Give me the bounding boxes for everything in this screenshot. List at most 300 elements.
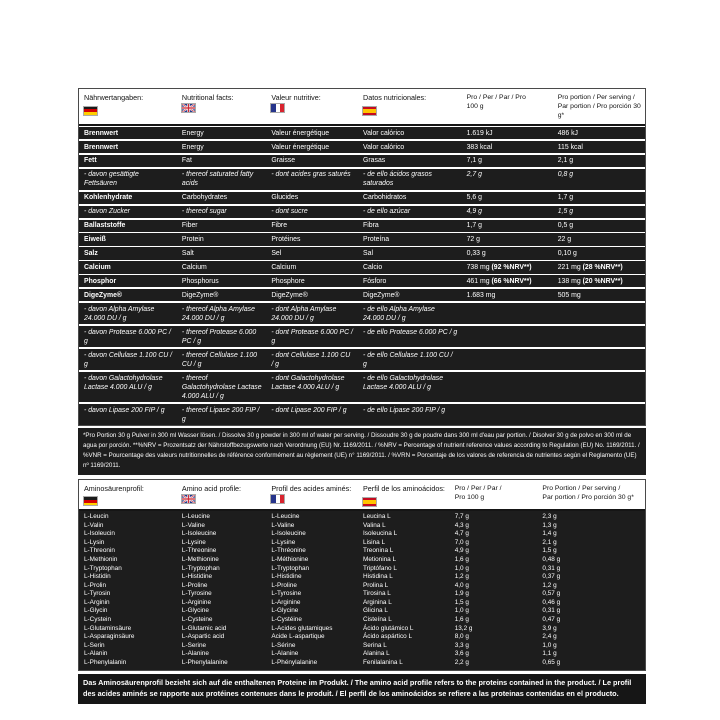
cell-de: - davon gesättigte Fettsäuren	[84, 171, 139, 188]
header-lang-gb	[177, 92, 266, 122]
cell-v100	[450, 547, 538, 556]
amino-row	[79, 625, 645, 634]
cell-fr: - dont Alpha Amylase 24.000 DU / g	[271, 305, 337, 322]
cell-v30	[553, 351, 645, 369]
cell-v30	[537, 573, 645, 582]
cell-v100	[462, 170, 553, 188]
amino-row	[79, 590, 645, 599]
cell-en: L-Tryptophan	[181, 564, 220, 572]
cell-de: Ballaststoffe	[84, 222, 126, 230]
cell-es: Alanina L	[363, 650, 390, 658]
cell-es: Isoleucina L	[363, 530, 398, 538]
header-per30-line1: Pro Portion / Per serving /	[542, 484, 621, 492]
value-nrv-note: (66 %NRV**)	[491, 277, 532, 285]
cell-es: - de ello Lipase 200 FIP / g	[363, 406, 446, 414]
cell-v30	[537, 539, 645, 548]
cell-v100	[450, 582, 538, 591]
value: 1,0 g	[454, 564, 469, 572]
header-per100-line2: 100 g	[466, 103, 484, 111]
amino-row	[79, 556, 645, 565]
cell-v100	[462, 291, 553, 300]
value: 738 mg	[466, 263, 492, 271]
cell-fr: L-Lysine	[271, 538, 296, 546]
cell-de: DigeZyme®	[84, 291, 123, 299]
cell-v30	[537, 633, 645, 642]
value: 2,1 g	[557, 157, 574, 165]
header-label: Datos nutricionales:	[363, 93, 427, 102]
cell-v100	[462, 193, 553, 202]
value: 4,3 g	[454, 521, 469, 529]
header-label: Valeur nutritive:	[271, 93, 321, 102]
cell-en: Fat	[181, 157, 192, 165]
cell-fr: L-Méthionine	[271, 555, 309, 563]
value: 1,2 g	[542, 581, 557, 589]
header-label: Perfil de los aminoácidos:	[363, 483, 445, 493]
cell-en: L-Alanine	[181, 650, 209, 658]
cell-es: - de ello Alpha Amylase 24.000 DU / g	[363, 305, 435, 322]
value: 221 mg	[557, 263, 583, 271]
cell-de: L-Methionin	[84, 555, 118, 563]
header-per100-line1: Pro / Per / Par / Pro	[466, 94, 526, 101]
cell-v30	[553, 129, 645, 138]
cell-en: L-Phenylalanine	[181, 658, 228, 666]
cell-v100	[450, 573, 538, 582]
cell-es: Histidina L	[363, 573, 393, 581]
amino-acid-table	[78, 479, 646, 672]
value: 2,2 g	[454, 658, 469, 666]
cell-v100	[462, 374, 553, 401]
cell-en: L-Glycine	[181, 607, 209, 615]
cell-fr: L-Phénylalanine	[271, 658, 318, 666]
cell-de: Brennwert	[84, 143, 119, 151]
cell-fr: - dont sucre	[271, 208, 308, 216]
cell-v100	[450, 590, 538, 599]
cell-en: L-Aspartic acid	[181, 633, 225, 641]
header-per30-line1: Pro portion / Per serving /	[557, 94, 635, 101]
cell-de: L-Glycin	[84, 607, 108, 615]
cell-v100	[450, 513, 538, 522]
cell-de: - davon Alpha Amylase 24.000 DU / g	[84, 305, 155, 322]
cell-fr: L-Arginine	[271, 598, 301, 606]
flag-de-icon	[84, 497, 97, 505]
cell-es: Glicina L	[363, 607, 388, 615]
cell-en: L-Histidine	[181, 573, 213, 581]
value: 0,33 g	[466, 249, 486, 257]
value: 4,7 g	[454, 530, 469, 538]
cell-v30	[553, 291, 645, 300]
value: 22 g	[557, 236, 572, 244]
value: 4,0 g	[454, 581, 469, 589]
amino-row	[79, 522, 645, 531]
cell-v30	[553, 221, 645, 230]
flag-fr-icon	[271, 495, 284, 503]
cell-es: Valor calórico	[363, 129, 405, 137]
value-nrv-note: (92 %NRV**)	[491, 263, 532, 271]
cell-en: - thereof saturated fatty acids	[181, 171, 254, 188]
cell-es: Metionina L	[363, 555, 397, 563]
cell-de: Kohlenhydrate	[84, 194, 133, 202]
cell-v30	[553, 374, 645, 401]
cell-v100	[450, 616, 538, 625]
cell-en: - thereof Protease 6.000 PC / g	[181, 328, 257, 345]
cell-v30	[553, 156, 645, 165]
cell-fr: Graisse	[271, 157, 296, 165]
amino-row	[79, 599, 645, 608]
amino-row	[79, 530, 645, 539]
value: 0,10 g	[557, 249, 577, 257]
cell-de: - davon Cellulase 1.100 CU / g	[84, 351, 173, 368]
cell-v100	[450, 607, 538, 616]
cell-v30	[537, 547, 645, 556]
value: 0,8 g	[557, 171, 574, 179]
cell-fr: L-Sérine	[271, 641, 296, 649]
value: 1,5 g	[557, 208, 574, 216]
amino-table-body	[79, 511, 645, 670]
amino-row	[79, 582, 645, 591]
value: 8,0 g	[454, 633, 469, 641]
cell-v30	[537, 565, 645, 574]
header-per100-line2: Pro 100 g	[454, 493, 485, 501]
value: 1,1 g	[542, 650, 557, 658]
value: 0,47 g	[542, 616, 561, 623]
serving-footnote: *Pro Portion 30 g Pulver in 300 ml Wasser lösen. / Dissolve 30 g powder in 300 ml of water per serving. / Dissoudre 30 g de poudre dans 300 ml d'eau par portion. / Disolver 30 g de polvo en 300 ml de agua por porción. **%NRV = Prozentsatz der Nährstoffbezugswerte nach Verordnung (EU) Nr. 1169/2011. / %NRV = Percentage of nutrient reference values according to Regulation (EU) No. 1169/2011. / %VNR = Pourcentage des valeurs nutritionnelles de référence conformément au règlement (UE) n° 1169/2011. / %VRN = Porcentaje de los valores de referencia de nutrientes según el Reglamento (UE) nº 1169/2011.	[78, 428, 646, 475]
value: 1,3 g	[542, 521, 557, 529]
value: 505 mg	[557, 291, 581, 299]
cell-de: L-Arginin	[84, 598, 110, 606]
nutrition-row	[79, 303, 645, 324]
cell-fr: - dont Lipase 200 FIP / g	[271, 406, 347, 414]
cell-fr: DigeZyme®	[271, 291, 308, 299]
cell-fr: L-Alanine	[271, 650, 299, 658]
cell-v30	[537, 530, 645, 539]
cell-es: Carbohidratos	[363, 194, 407, 202]
cell-es: Fibra	[363, 222, 379, 230]
amino-row	[79, 607, 645, 616]
cell-de: L-Glutaminsäure	[84, 624, 132, 632]
cell-v100	[450, 565, 538, 574]
cell-es: Ácido glutámico L	[363, 624, 414, 632]
cell-v100	[462, 129, 553, 138]
cell-es: - de ello Protease 6.000 PC / g	[363, 328, 458, 336]
value: 2,3 g	[542, 513, 557, 521]
cell-v100	[450, 522, 538, 531]
nutrition-row	[79, 275, 645, 287]
cell-en: L-Tyrosine	[181, 590, 212, 598]
flag-fr-icon	[271, 104, 284, 112]
cell-es: Leucina L	[363, 513, 391, 521]
cell-v30	[553, 193, 645, 202]
cell-en: Phosphorus	[181, 277, 219, 285]
nutrition-row	[79, 404, 645, 425]
cell-fr: L-Proline	[271, 581, 297, 589]
flag-gb-icon	[182, 104, 195, 112]
value: 7,7 g	[454, 513, 469, 521]
cell-v100	[462, 328, 553, 346]
cell-en: L-Threonine	[181, 547, 217, 555]
amino-row	[79, 513, 645, 522]
cell-fr: L-Thréonine	[271, 547, 306, 555]
value: 5,6 g	[466, 194, 482, 202]
value: 0,37 g	[542, 573, 561, 581]
cell-es: Tirosina L	[363, 590, 391, 598]
header-per30-line2: Par portion / Pro porción 30 g*	[557, 103, 641, 120]
nutrition-row	[79, 326, 645, 347]
cell-es: Sal	[363, 249, 373, 257]
flag-de-icon	[84, 107, 97, 115]
cell-en: L-Serine	[181, 641, 207, 649]
value-nrv-note: (20 %NRV**)	[582, 277, 623, 285]
cell-es: Fósforo	[363, 277, 387, 285]
label-sheet	[78, 88, 646, 704]
header-label: Amino acid profile:	[181, 483, 242, 493]
value: 0,5 g	[557, 222, 574, 230]
cell-en: - thereof Alpha Amylase 24.000 DU / g	[181, 305, 255, 322]
value: 4,9 g	[466, 208, 482, 216]
value: 1.683 mg	[466, 291, 496, 299]
cell-v30	[553, 249, 645, 258]
cell-es: Arginina L	[363, 598, 392, 606]
cell-es: Valina L	[363, 521, 386, 529]
cell-v30	[537, 650, 645, 659]
nutrition-row	[79, 141, 645, 153]
cell-v30	[553, 235, 645, 244]
header-lang-fr	[266, 483, 358, 507]
cell-es: - de ello ácidos grasos saturados	[363, 171, 432, 188]
header-label: Profil des acides aminés:	[271, 483, 352, 493]
value: 2,1 g	[542, 538, 557, 546]
cell-de: Phosphor	[84, 277, 117, 285]
cell-v30	[553, 277, 645, 286]
cell-de: L-Cystein	[84, 616, 111, 623]
cell-v30	[553, 328, 645, 346]
nutrition-row	[79, 206, 645, 218]
flag-es-icon	[363, 107, 376, 115]
cell-fr: L-Acides glutamiques	[271, 624, 333, 632]
cell-de: Fett	[84, 157, 97, 165]
value: 115 kcal	[557, 143, 583, 151]
header-per100-line1: Pro / Per / Par /	[454, 484, 502, 492]
flag-gb-icon	[182, 495, 195, 503]
cell-en: L-Proline	[181, 581, 208, 589]
cell-v30	[537, 642, 645, 651]
cell-es: Lisina L	[363, 538, 386, 546]
cell-v100	[450, 659, 538, 668]
cell-v30	[537, 513, 645, 522]
cell-fr: Fibre	[271, 222, 288, 230]
nutrition-row	[79, 220, 645, 232]
cell-de: - davon Zucker	[84, 208, 130, 216]
value: 3,9 g	[542, 624, 557, 632]
cell-v100	[462, 305, 553, 323]
value: 1,6 g	[454, 555, 469, 563]
cell-de: L-Serin	[84, 641, 105, 649]
value: 0,46 g	[542, 598, 561, 606]
cell-de: L-Lysin	[84, 538, 105, 546]
cell-en: Carbohydrates	[181, 194, 228, 202]
cell-en: L-Arginine	[181, 598, 212, 606]
cell-v100	[462, 156, 553, 165]
cell-v100	[450, 530, 538, 539]
value: 461 mg	[466, 277, 492, 285]
cell-fr: - dont acides gras saturés	[271, 171, 351, 179]
cell-v100	[462, 235, 553, 244]
header-label: Aminosäurenprofil:	[84, 483, 144, 493]
cell-fr: Sel	[271, 249, 282, 257]
amino-row	[79, 565, 645, 574]
cell-de: L-Tyrosin	[84, 590, 111, 598]
cell-v30	[537, 556, 645, 565]
nutrition-table-header	[79, 89, 645, 126]
cell-de: L-Phenylalanin	[84, 658, 127, 666]
value: 2,7 g	[466, 171, 482, 179]
cell-en: Fiber	[181, 222, 198, 230]
cell-fr: L-Tryptophan	[271, 564, 310, 572]
cell-de: L-Isoleucin	[84, 530, 115, 538]
value: 1,0 g	[454, 607, 469, 615]
header-label: Nährwertangaben:	[84, 93, 144, 102]
cell-v30	[553, 305, 645, 323]
header-lang-de	[79, 483, 177, 507]
cell-es: Ácido aspártico L	[363, 633, 413, 641]
cell-de: L-Leucin	[84, 513, 109, 521]
cell-de: - davon Protease 6.000 PC / g	[84, 328, 171, 345]
value: 1,9 g	[454, 590, 469, 598]
amino-row	[79, 573, 645, 582]
cell-es: - de ello Cellulase 1.100 CU / g	[363, 351, 453, 368]
cell-en: - thereof Cellulase 1.100 CU / g	[181, 351, 257, 368]
cell-de: Eiweiß	[84, 236, 106, 244]
nutrition-row	[79, 192, 645, 204]
nutrition-row	[79, 169, 645, 190]
amino-row	[79, 547, 645, 556]
cell-v30	[553, 207, 645, 216]
nutrition-table	[78, 88, 646, 426]
cell-de: L-Alanin	[84, 650, 108, 658]
cell-en: Salt	[181, 249, 194, 257]
cell-v30	[553, 170, 645, 188]
cell-en: - thereof sugar	[181, 208, 227, 216]
value: 13,2 g	[454, 624, 473, 632]
cell-de: L-Histidin	[84, 573, 111, 581]
cell-fr: Acide L-aspartique	[271, 633, 325, 641]
cell-fr: L-Glycine	[271, 607, 299, 615]
value: 7,1 g	[466, 157, 482, 165]
cell-en: L-Lysine	[181, 538, 206, 546]
nutrition-table-body	[79, 126, 645, 426]
cell-fr: Valeur énergétique	[271, 129, 330, 137]
cell-v30	[553, 143, 645, 152]
cell-es: Calcio	[363, 263, 383, 271]
cell-es: Prolina L	[363, 581, 389, 589]
cell-v100	[450, 625, 538, 634]
header-per100	[450, 483, 538, 507]
cell-es: - de ello azúcar	[363, 208, 411, 216]
cell-de: Calcium	[84, 263, 111, 271]
value: 1,7 g	[557, 194, 574, 202]
header-per30	[553, 92, 645, 122]
value: 383 kcal	[466, 143, 493, 151]
value: 3,6 g	[454, 650, 469, 658]
cell-es: Treonina L	[363, 547, 394, 555]
header-lang-de	[79, 92, 177, 122]
nutrition-row	[79, 247, 645, 259]
cell-v30	[537, 582, 645, 591]
amino-row	[79, 616, 645, 625]
value: 0,31 g	[542, 607, 561, 615]
cell-v100	[462, 351, 553, 369]
value: 4,9 g	[454, 547, 469, 555]
value: 1,4 g	[542, 530, 557, 538]
cell-de: Salz	[84, 249, 98, 257]
cell-v30	[553, 406, 645, 424]
header-per100	[462, 92, 553, 122]
cell-en: Energy	[181, 143, 204, 151]
nutrition-row	[79, 261, 645, 273]
header-label: Nutritional facts:	[181, 93, 234, 102]
cell-v30	[553, 263, 645, 272]
value: 1.619 kJ	[466, 129, 493, 137]
amino-row	[79, 650, 645, 659]
cell-en: L-Cysteine	[181, 616, 213, 623]
header-lang-gb	[177, 483, 266, 507]
cell-fr: Valeur énergétique	[271, 143, 330, 151]
header-per30	[537, 483, 645, 507]
value: 72 g	[466, 236, 480, 244]
cell-en: Calcium	[181, 263, 207, 271]
cell-de: Brennwert	[84, 129, 119, 137]
cell-v30	[537, 522, 645, 531]
cell-v100	[462, 143, 553, 152]
cell-de: L-Prolin	[84, 581, 107, 589]
nutrition-row	[79, 127, 645, 139]
amino-row	[79, 659, 645, 668]
cell-es: - de ello Galactohydrolase Lactase 4.000 ALU / g	[363, 374, 444, 391]
flag-es-icon	[363, 498, 376, 506]
cell-v100	[462, 406, 553, 424]
cell-es: Cisteína L	[363, 616, 392, 623]
cell-v100	[450, 599, 538, 608]
value: 2,4 g	[542, 633, 557, 641]
cell-v30	[537, 616, 645, 625]
cell-fr: Phosphore	[271, 277, 305, 285]
cell-v30	[537, 590, 645, 599]
cell-en: L-Leucine	[181, 513, 210, 521]
cell-v100	[462, 221, 553, 230]
cell-fr: L-Cystéine	[271, 616, 302, 623]
cell-v100	[462, 277, 553, 286]
value: 7,0 g	[454, 538, 469, 546]
amino-row	[79, 633, 645, 642]
value: 486 kJ	[557, 129, 579, 137]
value: 1,2 g	[454, 573, 469, 581]
cell-fr: L-Leucine	[271, 513, 300, 521]
cell-fr: L-Isoleucine	[271, 530, 306, 538]
header-lang-fr	[266, 92, 358, 122]
cell-en: L-Methionine	[181, 555, 219, 563]
cell-es: Valor calórico	[363, 143, 405, 151]
cell-en: L-Valine	[181, 521, 205, 529]
cell-v100	[450, 633, 538, 642]
cell-v100	[462, 263, 553, 272]
value: 0,65 g	[542, 658, 561, 666]
cell-v100	[462, 249, 553, 258]
cell-fr: L-Tyrosine	[271, 590, 302, 598]
amino-table-header	[79, 480, 645, 511]
cell-de: L-Threonin	[84, 547, 115, 555]
value: 1,6 g	[454, 616, 469, 623]
cell-es: Grasas	[363, 157, 386, 165]
cell-v30	[537, 599, 645, 608]
